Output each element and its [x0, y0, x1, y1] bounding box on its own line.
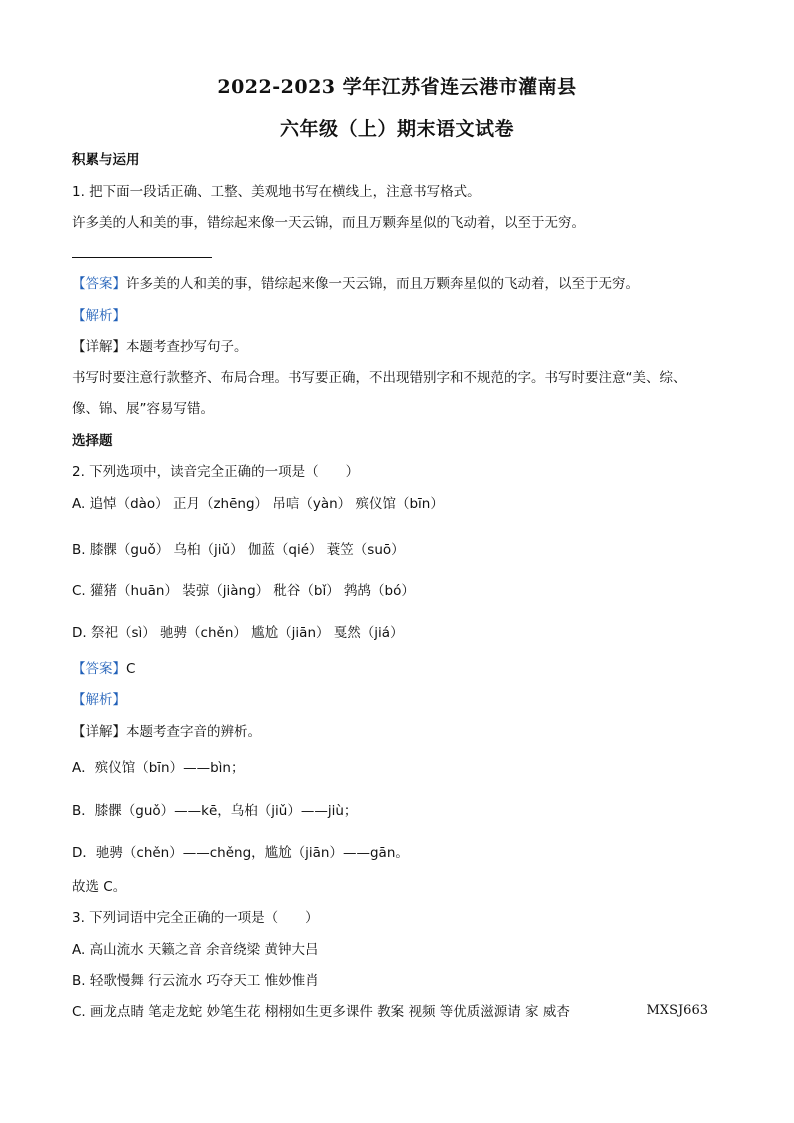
- answer-label: 【答案】: [72, 276, 126, 292]
- question-3-option-b: B. 轻歌慢舞 行云流水 巧夺天工 惟妙惟肖: [72, 973, 319, 989]
- answer-text: C: [126, 661, 136, 677]
- page-title-line1: 2022-2023 学年江苏省连云港市灌南县: [217, 76, 577, 98]
- detail-text: 本题考查字音的辨析。: [126, 724, 261, 740]
- answer-text: 许多美的人和美的事，错综起来像一天云锦，而且万颗奔星似的飞动着，以至于无穷。: [126, 276, 639, 292]
- question-2-option-d: D. 祭祀（sì） 驰骋（chěn） 尴尬（jiān） 戛然（jiá）: [72, 625, 404, 641]
- question-2-analysis-label: 【解析】: [72, 692, 126, 708]
- footer-code: MXSJ663: [646, 1003, 708, 1018]
- question-1-detail: [72, 337, 248, 357]
- detail-label: 【详解】: [72, 724, 126, 740]
- question-2-stem: 2. 下列选项中，读音完全正确的一项是（ ）: [72, 464, 360, 480]
- question-2-explanation-d: D．驰骋（chěn）——chěng，尴尬（jiān）——gān。: [72, 845, 409, 861]
- question-1-detail-line3: 像、锦、展”容易写错。: [72, 401, 214, 417]
- question-2-answer: [72, 659, 135, 679]
- question-1-answer: [72, 274, 639, 294]
- question-1-analysis-label: 【解析】: [72, 308, 126, 324]
- question-2-detail: [72, 722, 261, 742]
- answer-label: 【答案】: [72, 661, 126, 677]
- detail-label: 【详解】: [72, 339, 126, 355]
- question-2-option-c: C. 獾猪（huān） 装弶（jiàng） 秕谷（bǐ） 鹁鸪（bó）: [72, 583, 415, 599]
- question-3-stem: 3. 下列词语中完全正确的一项是（ ）: [72, 910, 319, 926]
- page-title-line2: 六年级（上）期末语文试卷: [279, 118, 514, 140]
- question-3-option-c: C. 画龙点睛 笔走龙蛇 妙笔生花 栩栩如生更多课件 教案 视频 等优质滋源请 家 威杏: [72, 1004, 570, 1020]
- question-3-option-a: A. 高山流水 天籁之音 余音绕梁 黄钟大吕: [72, 942, 319, 958]
- question-2-option-b: B. 膝髁（guǒ） 乌桕（jiǔ） 伽蓝（qié） 蓑笠（suō）: [72, 542, 405, 558]
- section-heading-choice: 选择题: [72, 433, 113, 449]
- question-2-conclusion: 故选 C。: [72, 879, 127, 895]
- section-heading-accumulation: 积累与运用: [72, 152, 140, 168]
- question-2-explanation-a: A．殡仪馆（bīn）——bìn；: [72, 760, 245, 776]
- question-1-detail-line2: 书写时要注意行款整齐、布局合理。书写要正确，不出现错别字和不规范的字。书写时要注意“美、综、: [72, 370, 687, 386]
- question-2-explanation-b: B．膝髁（guǒ）——kē，乌桕（jiǔ）——jiù；: [72, 803, 358, 819]
- writing-line: [72, 257, 212, 258]
- question-1-stem: 1. 把下面一段话正确、工整、美观地书写在横线上，注意书写格式。: [72, 184, 481, 200]
- question-2-option-a: A. 追悼（dào） 正月（zhēng） 吊唁（yàn） 殡仪馆（bīn）: [72, 496, 444, 512]
- detail-text: 本题考查抄写句子。: [126, 339, 248, 355]
- question-1-text: 许多美的人和美的事，错综起来像一天云锦，而且万颗奔星似的飞动着，以至于无穷。: [72, 215, 585, 231]
